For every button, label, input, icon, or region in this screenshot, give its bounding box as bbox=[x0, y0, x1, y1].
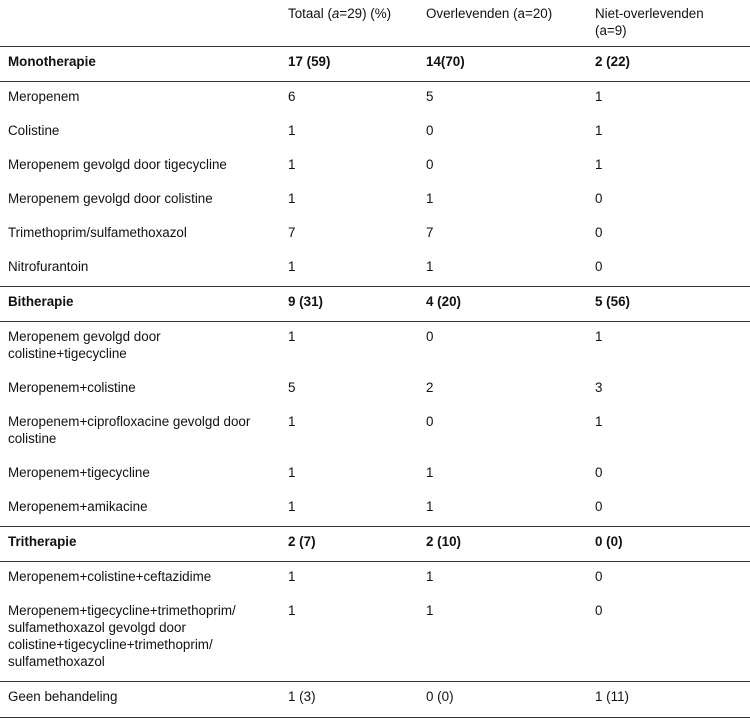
treatment-label-line: Meropenem gevolgd door tigecycline bbox=[8, 157, 227, 172]
treatment-label-line: sulfamethoxazol bbox=[8, 654, 105, 669]
non-survivors-value: 1 (11) bbox=[587, 682, 750, 718]
treatment-label-line: Colistine bbox=[8, 123, 60, 138]
treatment-label bbox=[0, 82, 280, 117]
section-title: Tritherapie bbox=[0, 527, 280, 562]
treatment-label-line: Meropenem gevolgd door colistine bbox=[8, 191, 213, 206]
non-survivors-value: 1 bbox=[587, 322, 750, 374]
table-row bbox=[0, 252, 750, 287]
survivors-value: 0 bbox=[418, 322, 587, 374]
treatment-label bbox=[0, 184, 280, 218]
header-total-column: Totaal (a=29) (%) bbox=[288, 6, 392, 21]
total-value: 1 bbox=[288, 191, 296, 206]
treatment-label-line: Trimethoprim/sulfamethoxazol bbox=[8, 225, 187, 240]
survivors-value: 1 bbox=[426, 465, 434, 480]
total-value: 1 bbox=[288, 499, 296, 514]
section-survivors: 14(70) bbox=[426, 54, 465, 69]
survivors-value: 1 bbox=[426, 259, 434, 274]
survivors-value: 7 bbox=[426, 225, 434, 240]
treatment-label-line: colistine bbox=[8, 431, 57, 446]
non-survivors-value: 1 bbox=[595, 157, 603, 172]
survivors-value: 0 bbox=[426, 123, 434, 138]
treatment-label-line: Meropenem+ciprofloxacine gevolgd door bbox=[8, 414, 251, 429]
non-survivors-value: 1 bbox=[595, 123, 603, 138]
total-value: 1 bbox=[280, 562, 418, 597]
total-value: 1 bbox=[280, 322, 418, 374]
survivors-value: 1 bbox=[426, 603, 434, 618]
treatment-label-line: sulfamethoxazol gevolgd door bbox=[8, 620, 186, 635]
treatment-label bbox=[0, 458, 280, 492]
treatment-label-line: colistine+tigecycline bbox=[8, 346, 127, 361]
section-title: Bitherapie bbox=[0, 287, 280, 322]
total-value: 1 bbox=[288, 414, 296, 429]
treatment-label bbox=[0, 596, 280, 682]
treatment-label bbox=[0, 562, 280, 597]
table-row-no-treatment bbox=[0, 682, 750, 718]
total-value: 5 bbox=[288, 380, 296, 395]
treatment-label-line: Meropenem+tigecycline+trimethoprim/ bbox=[8, 603, 236, 618]
treatment-label-line: Meropenem+colistine+ceftazidime bbox=[8, 569, 212, 584]
survivors-value: 2 bbox=[426, 380, 434, 395]
non-survivors-value: 0 bbox=[587, 562, 750, 597]
table-row bbox=[0, 373, 750, 407]
non-survivors-value: 0 bbox=[595, 603, 603, 618]
table-row bbox=[0, 492, 750, 527]
non-survivors-value: 3 bbox=[595, 380, 603, 395]
non-survivors-value: 0 bbox=[595, 259, 603, 274]
treatment-label-line: Meropenem gevolgd door bbox=[8, 329, 161, 344]
survivors-value: 1 bbox=[426, 499, 434, 514]
total-value: 1 bbox=[288, 603, 296, 618]
table-row bbox=[0, 458, 750, 492]
treatment-label bbox=[0, 218, 280, 252]
header-label-column bbox=[0, 0, 280, 47]
treatment-label-line: Meropenem+amikacine bbox=[8, 499, 148, 514]
table-row bbox=[0, 596, 750, 682]
treatment-label-line: colistine+tigecycline+trimethoprim/ bbox=[8, 637, 213, 652]
non-survivors-value: 0 bbox=[595, 465, 603, 480]
section-row bbox=[0, 47, 750, 82]
survivors-value: 5 bbox=[418, 82, 587, 117]
section-row bbox=[0, 527, 750, 562]
table-row bbox=[0, 184, 750, 218]
table-row bbox=[0, 407, 750, 458]
total-value: 1 bbox=[288, 123, 296, 138]
treatment-label bbox=[0, 322, 280, 374]
section-total: 2 (7) bbox=[280, 527, 418, 562]
treatment-label-line: Meropenem+tigecycline bbox=[8, 465, 150, 480]
treatment-label bbox=[0, 116, 280, 150]
non-survivors-value: 0 bbox=[595, 499, 603, 514]
header-survivors-column: Overlevenden (a=20) bbox=[426, 6, 553, 21]
table-row bbox=[0, 82, 750, 117]
total-value: 6 bbox=[280, 82, 418, 117]
table-row bbox=[0, 218, 750, 252]
non-survivors-value: 1 bbox=[587, 82, 750, 117]
total-value: 1 bbox=[288, 259, 296, 274]
treatment-label-line: Meropenem+colistine bbox=[8, 380, 136, 395]
section-non-survivors: 0 (0) bbox=[587, 527, 750, 562]
section-row bbox=[0, 287, 750, 322]
treatment-label bbox=[0, 150, 280, 184]
survivors-value: 0 (0) bbox=[418, 682, 587, 718]
total-value: 1 bbox=[288, 157, 296, 172]
table-header-row bbox=[0, 0, 750, 47]
section-total: 17 (59) bbox=[288, 54, 331, 69]
section-non-survivors: 5 (56) bbox=[587, 287, 750, 322]
table-row bbox=[0, 322, 750, 374]
treatment-label-line: Meropenem bbox=[8, 89, 80, 104]
section-survivors: 4 (20) bbox=[418, 287, 587, 322]
treatment-label bbox=[0, 252, 280, 287]
non-survivors-value: 0 bbox=[595, 191, 603, 206]
treatment-label: Geen behandeling bbox=[0, 682, 280, 718]
header-non-survivors-column: Niet-overlevenden (a=9) bbox=[595, 6, 704, 38]
total-value: 1 bbox=[288, 465, 296, 480]
non-survivors-value: 1 bbox=[595, 414, 603, 429]
table-row bbox=[0, 562, 750, 597]
table-row bbox=[0, 116, 750, 150]
treatment-label bbox=[0, 492, 280, 527]
survivors-value: 0 bbox=[426, 414, 434, 429]
total-value: 1 (3) bbox=[280, 682, 418, 718]
survivors-value: 1 bbox=[418, 562, 587, 597]
treatment-label-line: Nitrofurantoin bbox=[8, 259, 89, 274]
section-non-survivors: 2 (22) bbox=[595, 54, 630, 69]
treatment-label bbox=[0, 373, 280, 407]
survivors-value: 1 bbox=[426, 191, 434, 206]
section-survivors: 2 (10) bbox=[418, 527, 587, 562]
treatment-label bbox=[0, 407, 280, 458]
section-total: 9 (31) bbox=[280, 287, 418, 322]
total-value: 7 bbox=[288, 225, 296, 240]
survivors-value: 0 bbox=[426, 157, 434, 172]
section-title: Monotherapie bbox=[8, 54, 96, 69]
non-survivors-value: 0 bbox=[595, 225, 603, 240]
table-row bbox=[0, 150, 750, 184]
